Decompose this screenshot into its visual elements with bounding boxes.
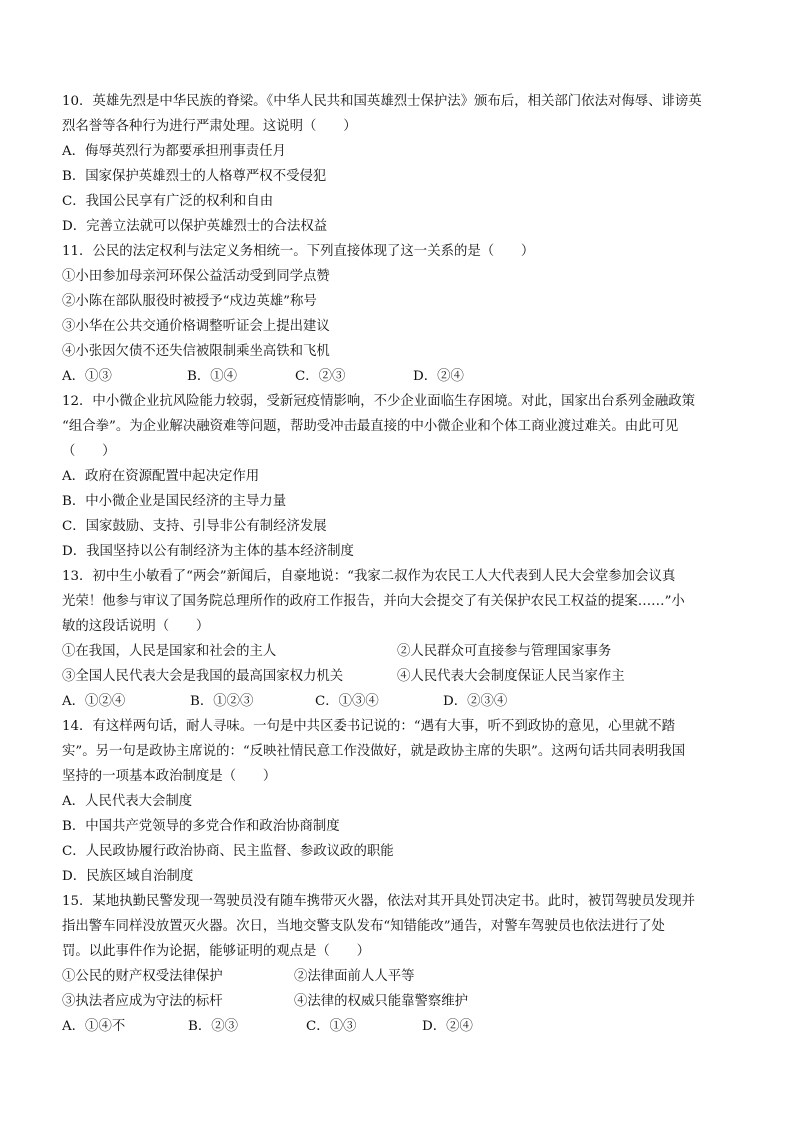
question-stem-line: 烈名誉等各种行为进行严肃处理。这说明（ ） bbox=[62, 119, 357, 134]
answer-c: C．②③ bbox=[295, 369, 346, 384]
option-b: B．国家保护英雄烈士的人格尊严权不受侵犯 bbox=[62, 169, 327, 184]
question-stem-line: 指出警车同样没放置灭火器。次日，当地交警支队发布“知错能改”通告，对警车驾驶员也依法进行了处 bbox=[62, 919, 665, 934]
answer-a: A．①④不 bbox=[62, 1019, 126, 1034]
statement-item: ①小田参加母亲河环保公益活动受到同学点赞 bbox=[62, 269, 330, 284]
question-stem-line: 15．某地执勤民警发现一驾驶员没有随车携带灭火器，依法对其开具处罚决定书。此时，被罚驾驶员发现并 bbox=[62, 894, 696, 909]
statement-item: ①在我国，人民是国家和社会的主人 bbox=[62, 644, 277, 659]
question-stem-line: 实”。另一句是政协主席说的：“反映社情民意工作没做好，就是政协主席的失职”。这两句话共同表明我国 bbox=[62, 744, 686, 759]
exam-page bbox=[62, 89, 736, 1039]
statement-item: ②法律面前人人平等 bbox=[294, 969, 415, 984]
question-13 bbox=[62, 564, 736, 714]
question-stem-line: （ ） bbox=[62, 444, 116, 459]
statement-row bbox=[62, 964, 736, 989]
answer-row bbox=[62, 1014, 736, 1039]
question-stem-line: “组合拳”。为企业解决融资难等问题，帮助受冲击最直接的中小微企业和个体工商业渡过难关。由此可见 bbox=[62, 419, 679, 434]
option-a: A．侮辱英烈行为都要承担刑事责任月 bbox=[62, 144, 286, 159]
option-c: C．我国公民享有广泛的权利和自由 bbox=[62, 194, 274, 209]
question-stem-line: 敏的这段话说明（ ） bbox=[62, 619, 210, 634]
answer-c: C．①③④ bbox=[315, 694, 379, 709]
answer-d: D．②④ bbox=[422, 1019, 473, 1034]
answer-b: B．①②③ bbox=[190, 694, 254, 709]
question-stem-line: 13．初中生小敏看了“两会”新闻后，自豪地说：“我家二叔作为农民工人大代表到人民大会堂参加会议真 bbox=[62, 569, 676, 584]
question-stem-line: 坚持的一项基本政治制度是（ ） bbox=[62, 769, 277, 784]
question-stem-line: 11．公民的法定权利与法定义务相统一。下列直接体现了这一关系的是（ ） bbox=[62, 244, 535, 259]
option-c: C．国家鼓励、支持、引导非公有制经济发展 bbox=[62, 519, 327, 534]
statement-item: ②小陈在部队服役时被授予“戍边英雄”称号 bbox=[62, 294, 317, 309]
statement-row bbox=[62, 639, 736, 664]
answer-a: A．①③ bbox=[62, 369, 112, 384]
option-d: D．民族区域自治制度 bbox=[62, 869, 194, 884]
statement-item: ④人民代表大会制度保证人民当家作主 bbox=[397, 669, 625, 684]
statement-item: ①公民的财产权受法律保护 bbox=[62, 969, 223, 984]
question-stem-line: 14．有这样两句话，耐人寻味。一句是中共区委书记说的：“遇有大事，听不到政协的意见，心里就不踏 bbox=[62, 719, 676, 734]
statement-item: ③执法者应成为守法的标杆 bbox=[62, 994, 223, 1009]
option-c: C．人民政协履行政治协商、民主监督、参政议政的职能 bbox=[62, 844, 394, 859]
question-stem-line: 罚。以此事件作为论据，能够证明的观点是（ ） bbox=[62, 944, 370, 959]
question-15 bbox=[62, 889, 736, 1039]
answer-d: D．②④ bbox=[413, 369, 464, 384]
question-stem-line: 12．中小微企业抗风险能力较弱，受新冠疫情影响，不少企业面临生存困境。对此，国家出台系列金融政策 bbox=[62, 394, 696, 409]
option-a: A．政府在资源配置中起决定作用 bbox=[62, 469, 260, 484]
statement-item: ③小华在公共交通价格调整听证会上提出建议 bbox=[62, 319, 330, 334]
option-a: A．人民代表大会制度 bbox=[62, 794, 193, 809]
option-d: D．我国坚持以公有制经济为主体的基本经济制度 bbox=[62, 544, 354, 559]
statement-item: ④法律的权威只能靠警察维护 bbox=[294, 994, 469, 1009]
option-d: D．完善立法就可以保护英雄烈士的合法权益 bbox=[62, 219, 328, 234]
question-14 bbox=[62, 714, 736, 889]
answer-row bbox=[62, 689, 736, 714]
statement-item: ③全国人民代表大会是我国的最高国家权力机关 bbox=[62, 669, 344, 684]
statement-item: ④小张因欠债不还失信被限制乘坐高铁和飞机 bbox=[62, 344, 330, 359]
statement-row bbox=[62, 989, 736, 1014]
question-11 bbox=[62, 239, 736, 389]
option-b: B．中小微企业是国民经济的主导力量 bbox=[62, 494, 287, 509]
question-12 bbox=[62, 389, 736, 564]
statement-item: ②人民群众可直接参与管理国家事务 bbox=[397, 644, 612, 659]
question-stem-line: 10．英雄先烈是中华民族的脊梁。《中华人民共和国英雄烈士保护法》颁布后，相关部门依法对侮辱、诽谤英 bbox=[62, 94, 702, 109]
answer-c: C．①③ bbox=[306, 1019, 357, 1034]
answer-a: A．①②④ bbox=[62, 694, 126, 709]
statement-row bbox=[62, 664, 736, 689]
answer-d: D．②③④ bbox=[443, 694, 508, 709]
question-stem-line: 光荣！他参与审议了国务院总理所作的政府工作报告，并向大会提交了有关保护农民工权益的提案……”小 bbox=[62, 594, 685, 609]
question-10 bbox=[62, 89, 736, 239]
option-b: B．中国共产党领导的多党合作和政治协商制度 bbox=[62, 819, 340, 834]
answer-b: B．②③ bbox=[188, 1019, 239, 1034]
answer-b: B．①④ bbox=[187, 369, 238, 384]
answer-row bbox=[62, 364, 736, 389]
